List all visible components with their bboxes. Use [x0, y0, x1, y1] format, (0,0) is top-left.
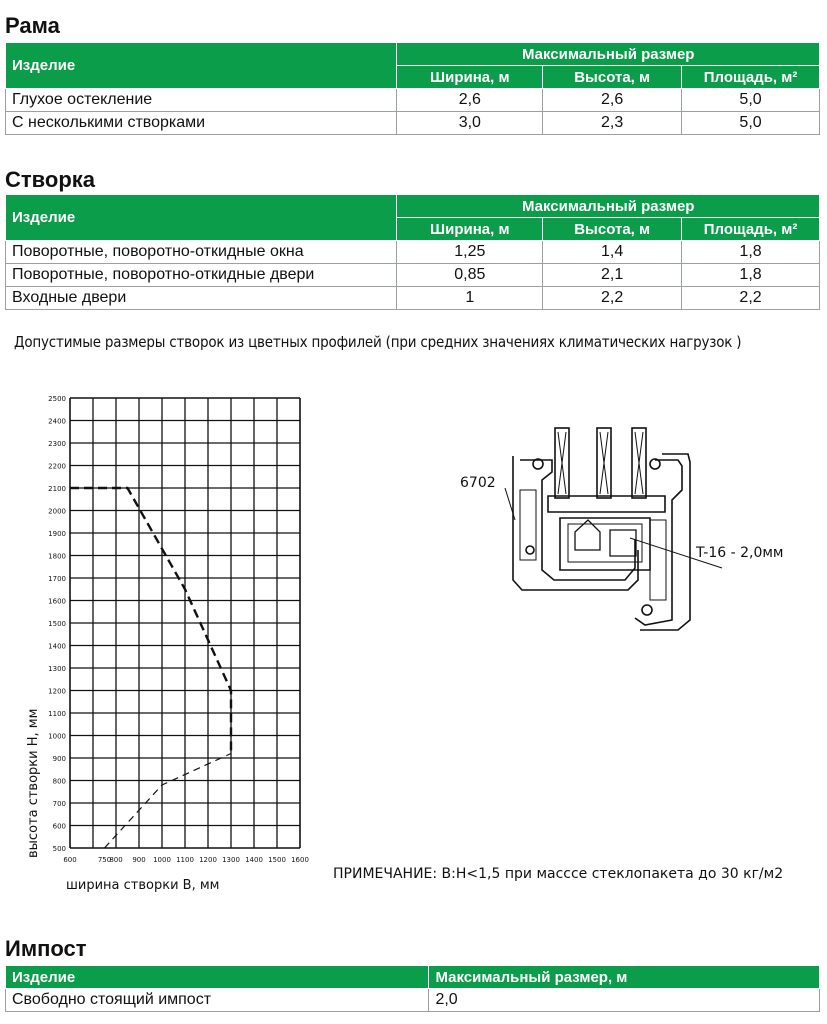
size-chart	[0, 380, 320, 900]
cell-width: 0,85	[397, 264, 543, 287]
cell-area: 1,8	[682, 241, 820, 264]
y-tick-label: 1800	[48, 552, 66, 561]
y-tick-label: 2200	[48, 462, 66, 471]
table-row	[6, 89, 820, 112]
cell-height: 1,4	[543, 241, 682, 264]
x-tick-label: 900	[132, 856, 146, 864]
mullion-title: Импост	[5, 936, 87, 961]
x-tick-label: 1000	[153, 856, 171, 864]
cell-width: 1	[397, 287, 543, 310]
y-tick-label: 500	[52, 845, 66, 853]
frame-header-item: Изделие	[6, 43, 397, 89]
y-axis-label: высота створки H, мм	[26, 708, 41, 858]
row-name: Свободно стоящий импост	[6, 989, 429, 1012]
profile-label-frame: 6702	[460, 475, 496, 491]
row-name: Поворотные, поворотно-откидные окна	[6, 241, 397, 264]
cell-value: 2,0	[429, 989, 820, 1012]
cell-width: 1,25	[397, 241, 543, 264]
y-tick-label: 1300	[48, 665, 66, 673]
frame-title: Рама	[5, 13, 60, 38]
frame-header-group: Максимальный размер	[397, 43, 820, 66]
mullion-header-item: Изделие	[6, 966, 429, 989]
y-tick-label: 2100	[48, 485, 66, 493]
y-tick-label: 600	[52, 822, 66, 831]
cell-area: 5,0	[682, 112, 820, 135]
series-line-limit	[70, 488, 231, 754]
x-tick-label: 800	[109, 856, 123, 864]
x-tick-label: 1100	[176, 856, 194, 864]
sash-col-height: Высота, м	[543, 218, 682, 241]
x-tick-label: 1400	[245, 856, 263, 864]
frame-col-height: Высота, м	[543, 66, 682, 89]
cell-area: 1,8	[682, 264, 820, 287]
cell-area: 2,2	[682, 287, 820, 310]
y-tick-label: 700	[52, 800, 66, 808]
y-tick-label: 1000	[48, 732, 66, 741]
cell-height: 2,6	[543, 89, 682, 112]
x-tick-label: 1600	[291, 856, 309, 864]
y-tick-label: 1700	[48, 575, 66, 583]
cell-area: 5,0	[682, 89, 820, 112]
mullion-header-value: Максимальный размер, м	[429, 966, 820, 989]
y-tick-label: 2500	[48, 395, 66, 403]
y-tick-label: 2000	[48, 507, 66, 516]
x-tick-label: 600	[63, 856, 77, 864]
row-name: Глухое остекление	[6, 89, 397, 112]
y-tick-label: 1600	[48, 597, 66, 606]
sash-table	[5, 194, 820, 310]
table-row	[6, 112, 820, 135]
frame-table	[5, 42, 820, 135]
y-tick-label: 1100	[48, 710, 66, 718]
y-tick-label: 800	[52, 777, 66, 786]
sash-header-group: Максимальный размер	[397, 195, 820, 218]
y-tick-label: 2400	[48, 417, 66, 426]
cell-width: 2,6	[397, 89, 543, 112]
frame-col-width: Ширина, м	[397, 66, 543, 89]
table-row	[6, 241, 820, 264]
cell-width: 3,0	[397, 112, 543, 135]
y-tick-label: 2300	[48, 440, 66, 448]
y-tick-label: 900	[52, 755, 66, 763]
x-tick-label: 1300	[222, 856, 240, 864]
cell-height: 2,3	[543, 112, 682, 135]
x-tick-label: 1200	[199, 856, 217, 864]
table-row	[6, 264, 820, 287]
sash-title: Створка	[5, 167, 96, 192]
table-row	[6, 287, 820, 310]
x-axis-label: ширина створки B, мм	[66, 878, 220, 893]
cell-height: 2,1	[543, 264, 682, 287]
y-tick-label: 1900	[48, 530, 66, 538]
sash-header-item: Изделие	[6, 195, 397, 241]
sash-col-area: Площадь, м²	[682, 218, 820, 241]
cell-height: 2,2	[543, 287, 682, 310]
table-row	[6, 989, 820, 1012]
mullion-table	[5, 965, 820, 1012]
x-tick-label: 750	[97, 856, 112, 864]
row-name: Поворотные, поворотно-откидные двери	[6, 264, 397, 287]
series-line-ratio	[105, 754, 232, 849]
frame-col-area: Площадь, м²	[682, 66, 820, 89]
y-tick-label: 1500	[48, 620, 66, 628]
profile-label-reinforcement: T-16 - 2,0мм	[696, 545, 784, 561]
chart-note: ПРИМЕЧАНИЕ: B:H<1,5 при масссе стеклопакета до 30 кг/м2	[333, 866, 784, 882]
sash-col-width: Ширина, м	[397, 218, 543, 241]
profile-drawing	[450, 420, 800, 640]
row-name: Входные двери	[6, 287, 397, 310]
y-tick-label: 1200	[48, 687, 66, 696]
x-tick-label: 1500	[268, 856, 286, 864]
chart-caption: Допустимые размеры створок из цветных профилей (при средних значениях климатических нагрузок )	[14, 333, 742, 351]
y-tick-label: 1400	[48, 642, 66, 651]
row-name: С несколькими створками	[6, 112, 397, 135]
